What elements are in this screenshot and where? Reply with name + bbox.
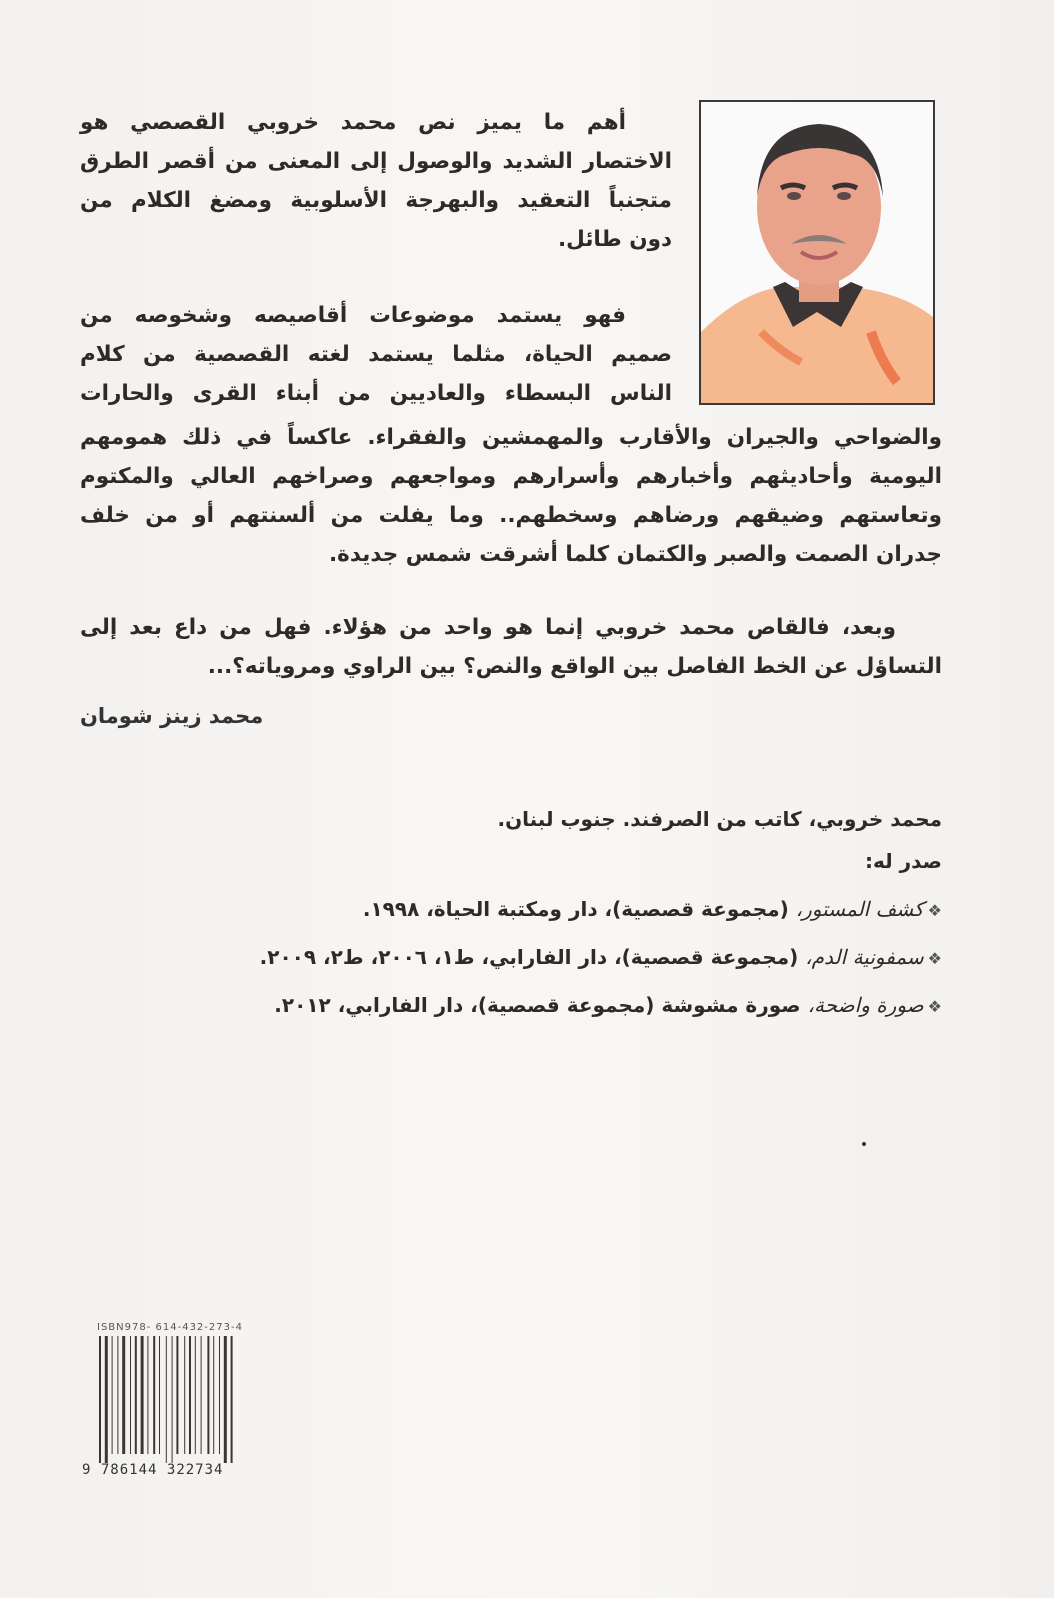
text-line: وتعاستهم وضيقهم ورضاهم وسخطهم.. وما يفلت من ألسنتهم أو من خلف <box>80 503 942 528</box>
barcode-bar <box>231 1336 233 1463</box>
barcode-bar <box>172 1336 173 1463</box>
barcode-bar <box>135 1336 137 1454</box>
bullet-icon: ❖ <box>927 949 942 968</box>
text-line: اليومية وأحاديثهم وأخبارهم وأسرارهم ومواجعهم وصراخهم العالي والمكتوم <box>80 464 942 489</box>
barcode-bar <box>166 1336 167 1463</box>
ean-right-group: 322734 <box>166 1462 224 1478</box>
text-line: صميم الحياة، مثلما يستمد لغته القصصية من كلام <box>80 342 672 367</box>
text-line: الناس البسطاء والعاديين من أبناء القرى والحارات <box>80 381 672 406</box>
work-title: سمفونية الدم، <box>805 945 924 969</box>
author-bio-line: محمد خروبي، كاتب من الصرفند. جنوب لبنان. <box>497 807 942 831</box>
barcode-bar <box>122 1336 125 1454</box>
work-details: صورة مشوشة (مجموعة قصصية)، دار الفارابي، ٢٠١٢. <box>274 993 808 1017</box>
barcode-bar <box>224 1336 227 1463</box>
blurb-paragraph-2 <box>80 296 672 413</box>
text-line: فهو يستمد موضوعات أقاصيصه وشخوصه من <box>80 303 626 328</box>
text-line: أهم ما يميز نص محمد خروبي القصصي هو <box>80 110 626 135</box>
barcode-bar <box>184 1336 185 1454</box>
isbn-label: ISBN978- 614-432-273-4 <box>97 1322 243 1333</box>
barcode-bar <box>105 1336 108 1463</box>
text-line: دون طائل. <box>558 227 672 252</box>
work-item <box>162 933 942 981</box>
work-title: كشف المستور، <box>795 897 924 921</box>
text-line: متجنباً التعقيد والبهرجة الأسلوبية ومضغ الكلام من <box>80 188 672 213</box>
work-title: صورة واضحة، <box>807 993 924 1017</box>
text-line: الاختصار الشديد والوصول إلى المعنى من أقصر الطرق <box>80 149 672 174</box>
text-line: والضواحي والجيران والأقارب والمهمشين والفقراء. عاكساً في ذلك همومهم <box>80 425 942 450</box>
barcode-bar <box>99 1336 101 1463</box>
author-photo <box>699 100 935 405</box>
author-portrait-image <box>701 102 933 403</box>
barcode-bar <box>189 1336 191 1454</box>
bullet-icon: ❖ <box>927 997 942 1016</box>
text-line: جدران الصمت والصبر والكتمان كلما أشرقت شمس جديدة. <box>329 542 942 567</box>
blurb-paragraph-3 <box>80 608 942 686</box>
print-speck <box>862 1142 866 1146</box>
barcode-bar <box>117 1336 118 1454</box>
ean-left-group: 786144 <box>100 1462 158 1478</box>
barcode-bar <box>141 1336 144 1454</box>
text-line: التساؤل عن الخط الفاصل بين الواقع والنص؟ بين الراوي ومروياته؟... <box>207 654 942 679</box>
barcode-bar <box>112 1336 113 1454</box>
published-heading: صدر له: <box>865 849 942 873</box>
ean-digits <box>82 1462 223 1478</box>
barcode-bar <box>153 1336 155 1454</box>
barcode-bar <box>147 1336 148 1454</box>
ean-first-digit: 9 <box>82 1462 92 1478</box>
work-item <box>162 981 942 1029</box>
barcode-bar <box>201 1336 202 1454</box>
bullet-icon: ❖ <box>927 901 942 920</box>
author-bio <box>162 795 942 1029</box>
barcode-bar <box>213 1336 214 1454</box>
barcode-bar <box>195 1336 196 1454</box>
barcode-bar <box>176 1336 178 1454</box>
work-item <box>162 885 942 933</box>
blurb-signature: محمد زينز شومان <box>80 704 264 728</box>
blurb-paragraph-1 <box>80 103 672 259</box>
blurb-paragraph-2-continued <box>80 418 942 574</box>
work-details: (مجموعة قصصية)، دار الفارابي، ط١، ٢٠٠٦، ط٢، ٢٠٠٩. <box>259 945 806 969</box>
barcode-bar <box>159 1336 160 1454</box>
text-line: وبعد، فالقاص محمد خروبي إنما هو واحد من هؤلاء. فهل من داع بعد إلى <box>80 615 896 640</box>
barcode-bar <box>130 1336 131 1454</box>
work-details: (مجموعة قصصية)، دار ومكتبة الحياة، ١٩٩٨. <box>362 897 796 921</box>
barcode-bar <box>219 1336 220 1454</box>
barcode <box>97 1336 259 1463</box>
barcode-bar <box>207 1336 209 1454</box>
